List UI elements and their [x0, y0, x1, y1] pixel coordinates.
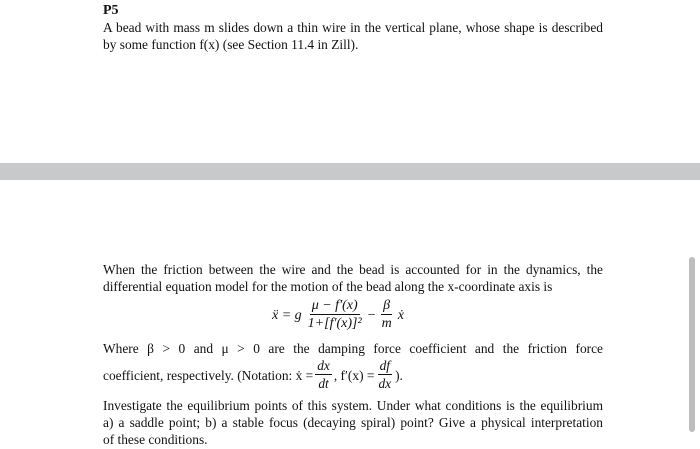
- equation-fraction-friction: [306, 298, 364, 332]
- fraction-numerator: dx: [317, 358, 330, 373]
- intro-line-2: by some function f(x) (see Section 11.4 in Zill).: [103, 37, 359, 52]
- differential-equation: [270, 293, 406, 337]
- where-line: [103, 340, 603, 357]
- equation-lhs: ẍ = g: [272, 307, 302, 323]
- fraction-numerator: df: [379, 358, 390, 373]
- notation-prefix: coefficient, respectively. (Notation: ẋ =: [103, 367, 314, 383]
- fraction-numerator: β: [383, 298, 391, 313]
- page-separator: [0, 163, 700, 180]
- tasks-line-2: a) a saddle point; b) a stable focus (decaying spiral) point? Give a physical interpretation: [103, 415, 603, 430]
- body-line-1: When the friction between the wire and the bead is accounted for in the dynamics, the: [103, 262, 603, 277]
- notation-line: [103, 358, 403, 392]
- tasks-line-1: Investigate the equilibrium points of this system. Under what conditions is the equilibrium: [103, 398, 603, 413]
- notation-fraction-dfdx: [376, 358, 393, 392]
- scrollbar-thumb[interactable]: [689, 257, 695, 432]
- equation-minus: −: [367, 307, 376, 323]
- fraction-denominator: dt: [318, 376, 329, 391]
- body-line-2: differential equation model for the motion of the bead along the x-coordinate axis is: [103, 279, 553, 294]
- problem-intro: [103, 19, 603, 53]
- fraction-numerator: μ − f′(x): [311, 298, 358, 313]
- where-text: Where β > 0 and μ > 0 are the damping force coefficient and the friction force: [103, 341, 603, 356]
- tasks-paragraph: [103, 397, 603, 448]
- notation-fraction-dxdt: [315, 358, 332, 392]
- fraction-denominator: m: [381, 316, 392, 331]
- notation-mid: , f′(x) =: [333, 367, 375, 383]
- problem-label: P5: [103, 3, 119, 18]
- notation-end: ).: [395, 367, 403, 383]
- equation-fraction-damping: [380, 298, 394, 332]
- fraction-denominator: 1+[f′(x)]²: [307, 316, 362, 331]
- fraction-denominator: dx: [378, 376, 392, 391]
- equation-tail: ẋ: [397, 307, 404, 323]
- friction-paragraph: [103, 261, 603, 295]
- tasks-line-3: of these conditions.: [103, 432, 208, 447]
- intro-line-1: A bead with mass m slides down a thin wire in the vertical plane, whose shape is described: [103, 20, 603, 35]
